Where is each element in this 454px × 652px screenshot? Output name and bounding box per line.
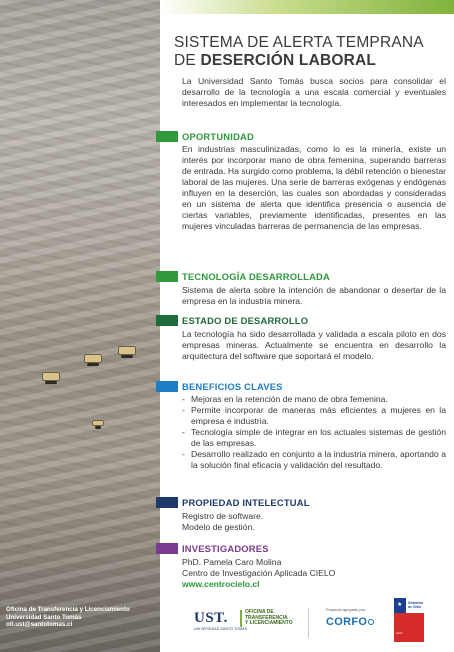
title-bold: DESERCIÓN LABORAL bbox=[200, 52, 377, 69]
section-body-oportunidad: En industrias masculinizadas, como lo es la minería, existe un interés por incorporar mano de obra femenina, superando barreras de entrada. Ha surgido como problema, la débil retención o bienestar laboral de las mujeres. Una serie de barreras exógenas y endógenas influyen en la deserción, las cuales son abordadas y consideradas en un sistema de alerta que identifica presencia o ausencia de ciertas variables, previamente identificadas, presentes en las mujeres vinculadas barreras de permanencia de las empresas. bbox=[182, 144, 446, 231]
benefits-list bbox=[182, 394, 446, 471]
truck-icon bbox=[92, 420, 104, 426]
section-bar bbox=[156, 131, 178, 142]
gobierno-de-chile-logo bbox=[394, 598, 424, 642]
caption-line-university: Universidad Santo Tomás bbox=[6, 613, 82, 621]
section-bar bbox=[156, 381, 178, 392]
top-accent-bar bbox=[160, 0, 454, 14]
footer-logos bbox=[160, 596, 454, 652]
caption-line-email[interactable]: otl.ust@santotomas.cl bbox=[6, 621, 73, 629]
title-prefix: DE bbox=[174, 52, 201, 69]
mine-photo bbox=[0, 0, 160, 652]
list-item: - Desarrollo realizado en conjunto a la industria minera, aportando a la solución final eficacia y validación del resultado. bbox=[182, 449, 446, 471]
gob-sub-text: corfo bbox=[396, 631, 403, 635]
section-label: ESTADO DE DESARROLLO bbox=[182, 314, 309, 326]
section-bar bbox=[156, 497, 178, 508]
section-label: TECNOLOGÍA DESARROLLADA bbox=[182, 270, 330, 282]
corfo-logo-text: CORFO bbox=[326, 616, 368, 628]
gob-blue-block bbox=[394, 598, 406, 613]
section-body-investigadores bbox=[182, 557, 446, 590]
caption-line-office: Oficina de Transferencia y Licenciamiento bbox=[6, 606, 130, 613]
section-bar bbox=[156, 543, 178, 554]
section-label: PROPIEDAD INTELECTUAL bbox=[182, 496, 310, 508]
corfo-logo bbox=[326, 616, 374, 628]
section-label: OPORTUNIDAD bbox=[182, 130, 254, 142]
section-body-estado: La tecnología ha sido desarrollada y validada a escala piloto en dos empresas mineras. Actualmente se encuentra en desarrollo la arquitectura del software que soportará el modelo. bbox=[182, 329, 446, 361]
section-body-propiedad bbox=[182, 511, 446, 533]
star-icon: ★ bbox=[397, 602, 403, 608]
section-label: INVESTIGADORES bbox=[182, 542, 269, 554]
list-item: - Tecnología simple de integrar en los actuales sistemas de gestión de las empresas. bbox=[182, 427, 446, 449]
otl-line: TRANSFERENCIA bbox=[245, 614, 288, 621]
section-header-investigadores bbox=[156, 542, 269, 554]
contact-caption bbox=[6, 606, 156, 629]
otl-line: Y LICENCIAMIENTO bbox=[245, 620, 293, 627]
ust-logo-mark: UST. bbox=[194, 610, 228, 626]
section-header-beneficios bbox=[156, 380, 283, 392]
ust-logo-subtitle: UNIVERSIDAD SANTO TOMÁS bbox=[194, 627, 248, 631]
corfo-caption: Proyecto apoyado por bbox=[326, 607, 366, 612]
truck-icon bbox=[118, 346, 136, 355]
otl-logo bbox=[240, 610, 293, 627]
section-header-estado bbox=[156, 314, 308, 326]
section-label: BENEFICIOS CLAVES bbox=[182, 380, 283, 392]
researcher-name: PhD. Pamela Caro Molina bbox=[182, 557, 282, 567]
page-title bbox=[174, 34, 444, 70]
footer-divider bbox=[308, 608, 309, 638]
research-center: Centro de Investigación Aplicada CIELO bbox=[182, 568, 336, 578]
gob-text: Gobierno de Chile bbox=[408, 601, 424, 609]
otl-line: OFICINA DE bbox=[245, 609, 274, 615]
title-line-2 bbox=[174, 52, 444, 70]
gob-red-block bbox=[394, 613, 424, 642]
truck-icon bbox=[84, 354, 102, 363]
section-header-tecnologia bbox=[156, 270, 330, 282]
truck-icon bbox=[42, 372, 60, 381]
title-line-1: SISTEMA DE ALERTA TEMPRANA bbox=[174, 34, 424, 51]
intro-paragraph: La Universidad Santo Tomás busca socios para consolidar el desarrollo de la tecnología a una escala comercial y eventuales interesados en implementar la tecnología. bbox=[182, 76, 446, 108]
list-item: - Permite incorporar de maneras más eficientes a mujeres en la empresa e industria. bbox=[182, 405, 446, 427]
section-bar bbox=[156, 271, 178, 282]
corfo-ring-icon bbox=[368, 619, 374, 625]
center-website-link[interactable]: www.centrocielo.cl bbox=[182, 579, 260, 589]
section-header-oportunidad bbox=[156, 130, 254, 142]
list-item: - Mejoras en la retención de mano de obra femenina. bbox=[182, 394, 446, 405]
section-header-propiedad bbox=[156, 496, 310, 508]
ip-line: Registro de software. bbox=[182, 511, 264, 521]
section-body-tecnologia: Sistema de alerta sobre la intención de abandonar o desertar de la empresa en la industria minera. bbox=[182, 285, 446, 306]
main-content bbox=[160, 14, 454, 652]
ip-line: Modelo de gestión. bbox=[182, 522, 255, 532]
section-bar bbox=[156, 315, 178, 326]
